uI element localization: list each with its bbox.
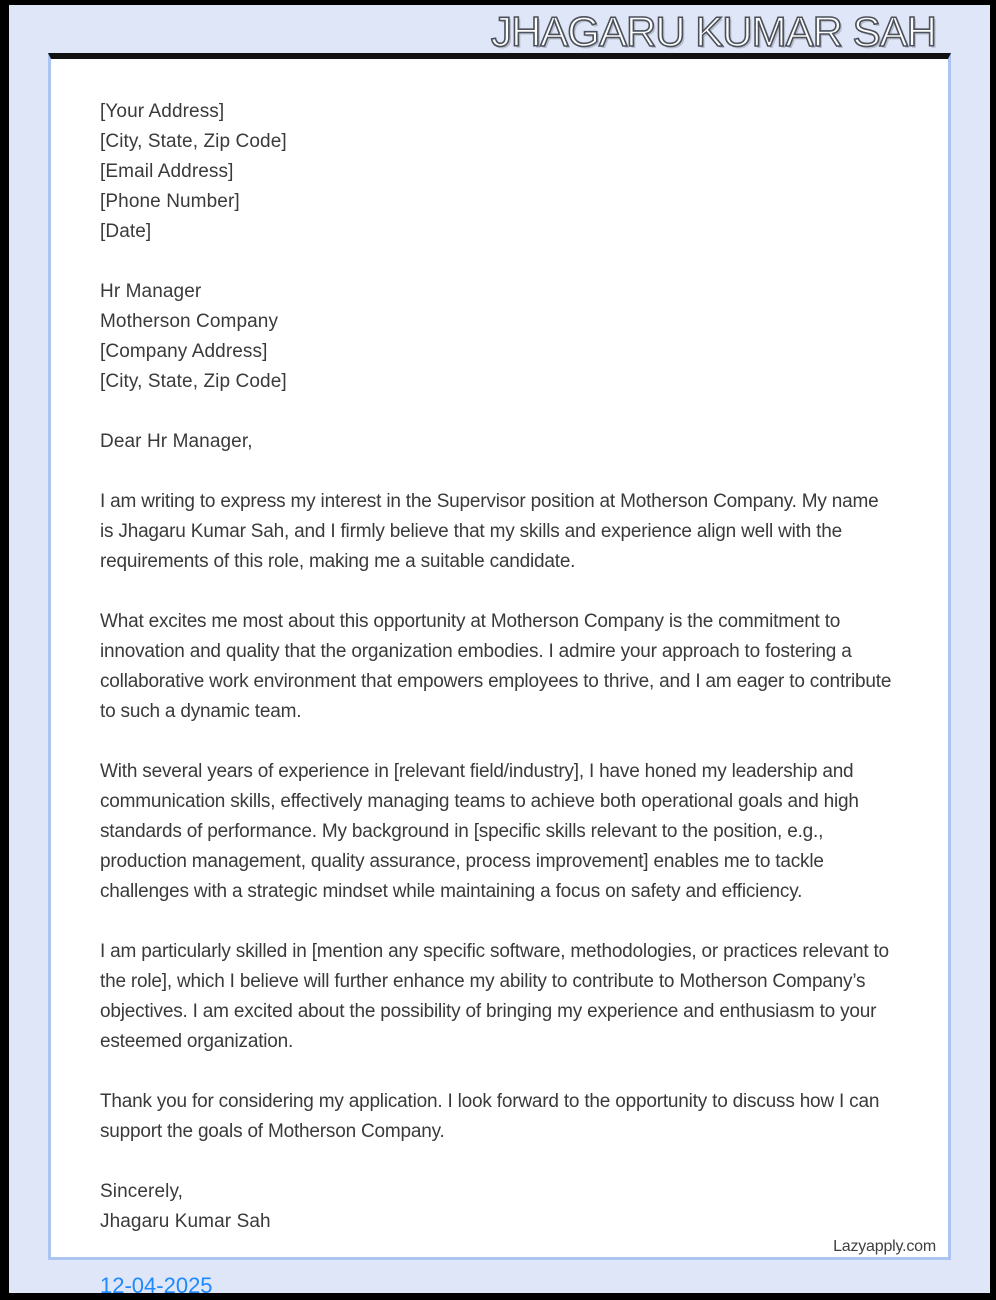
greeting-line: Dear Hr Manager,: [100, 431, 253, 452]
date-link[interactable]: 12-04-2025: [100, 1273, 213, 1298]
recipient-address-line: [Company Address]: [100, 341, 268, 362]
lazyapply-brand-label: Lazyapply.com: [833, 1238, 936, 1255]
sender-address-line: [Your Address]: [100, 101, 225, 122]
cover-letter-document: [48, 53, 951, 1260]
recipient-address-line: Hr Manager: [100, 281, 202, 302]
sender-address-line: [Phone Number]: [100, 191, 240, 212]
sender-address-line: [Date]: [100, 221, 152, 242]
signature-name: Jhagaru Kumar Sah: [100, 1211, 271, 1232]
sender-address-block: [100, 97, 892, 247]
sender-address-line: [Email Address]: [100, 161, 234, 182]
body-paragraph: Thank you for considering my application. I look forward to the opportunity to discuss how I can support the goals of Motherson Company.: [100, 1091, 880, 1142]
page-title: JHAGARU KUMAR SAH: [490, 8, 936, 55]
greeting: [100, 427, 892, 457]
recipient-address-block: [100, 277, 892, 397]
closing-block: [100, 1177, 892, 1237]
sender-address-line: [City, State, Zip Code]: [100, 131, 287, 152]
recipient-address-line: Motherson Company: [100, 311, 279, 332]
body-paragraph: I am writing to express my interest in the Supervisor position at Motherson Company. My name is Jhagaru Kumar Sah, and I firmly believe that my skills and experience align well with the requirements of this role, making me a suitable candidate.: [100, 491, 879, 572]
recipient-address-line: [City, State, Zip Code]: [100, 371, 287, 392]
closing-line: Sincerely,: [100, 1181, 184, 1202]
body-paragraph: What excites me most about this opportunity at Motherson Company is the commitment to innovation and quality that the organization embodies. I admire your approach to fostering a collaborative work environment that empowers employees to thrive, and I am eager to contribute to such a dynamic team.: [100, 611, 892, 722]
body-paragraph: With several years of experience in [relevant field/industry], I have honed my leadership and communication skills, effectively managing teams to achieve both operational goals and high standards of performance. My background in [specific skills relevant to the position, e.g., production management, quality assurance, process improvement] enables me to tackle challenges with a strategic mindset while maintaining a focus on safety and efficiency.: [100, 761, 859, 902]
body-paragraph: I am particularly skilled in [mention any specific software, methodologies, or practices relevant to the role], which I believe will further enhance my ability to contribute to Motherson Company’s objectives. I am excited about the possibility of bringing my experience and enthusiasm to your esteemed organization.: [100, 941, 889, 1052]
